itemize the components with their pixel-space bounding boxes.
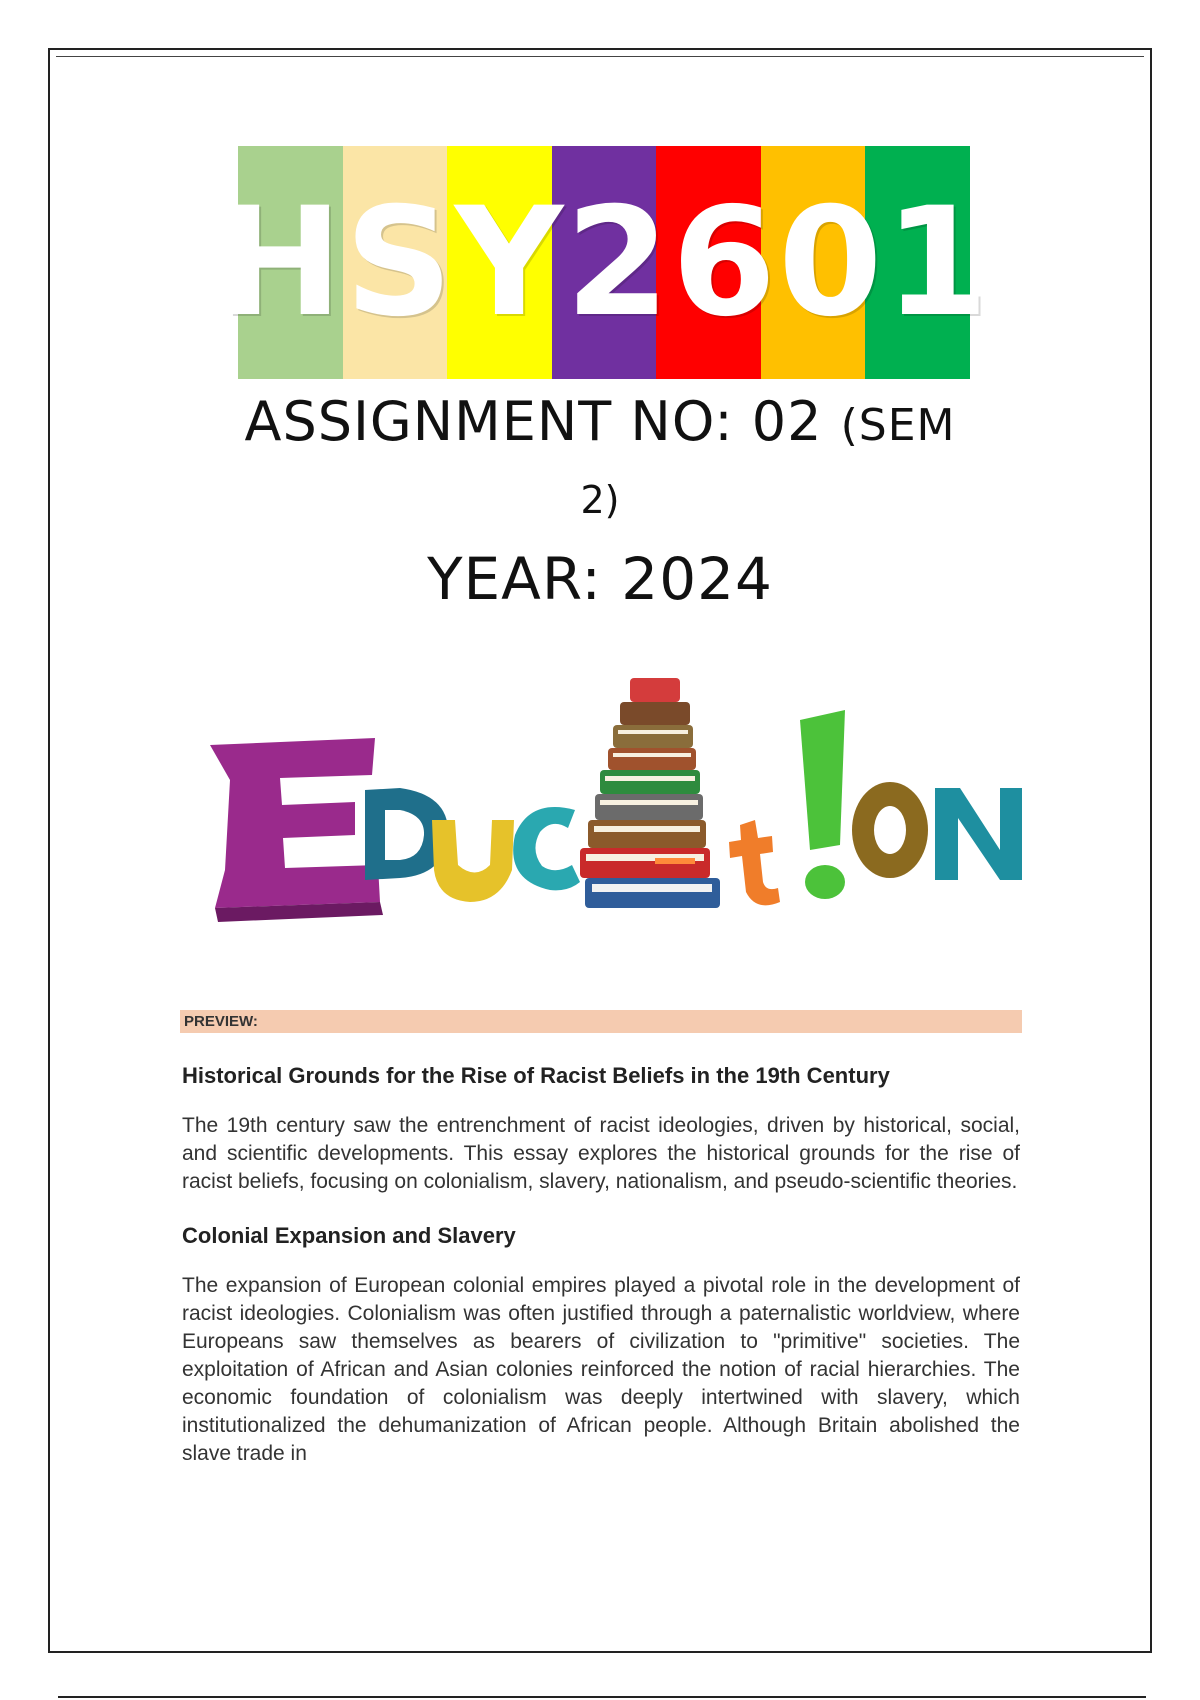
course-code: HSY2601 — [217, 175, 991, 350]
exclamation-art — [800, 710, 845, 899]
bottom-rule — [58, 1696, 1146, 1698]
preview-bar — [180, 1010, 1022, 1033]
letter-e-art — [210, 738, 383, 922]
book-stack-art — [580, 678, 720, 908]
year-title: YEAR: 2024 — [427, 545, 773, 613]
letter-t-art — [729, 820, 780, 905]
preview-label: PREVIEW: — [184, 1013, 258, 1030]
letter-n-art — [935, 788, 1022, 880]
document-body — [182, 1062, 1020, 1494]
letter-c-art — [513, 807, 580, 890]
section-heading: Historical Grounds for the Rise of Racist Beliefs in the 19th Century — [182, 1063, 890, 1088]
semester-open: (SEM — [840, 400, 956, 451]
education-books-art — [200, 670, 1070, 940]
section-heading: Colonial Expansion and Slavery — [182, 1223, 516, 1248]
assignment-number: ASSIGNMENT NO: 02 — [244, 390, 823, 453]
body-paragraph: The 19th century saw the entrenchment of racist ideologies, driven by historical, social, and scientific developments. This essay explores the historical grounds for the rise of racist beliefs, focusing on colonialism, slavery, nationalism, and pseudo-scientific theories. — [182, 1114, 1020, 1193]
page-border-inner-rule — [56, 56, 1144, 57]
assignment-title — [120, 390, 1080, 453]
body-paragraph: The expansion of European colonial empires played a pivotal role in the development of racist ideologies. Colonialism was often justified through a paternalistic worldview, where Europeans saw themselves as bearers of civilization to "primitive" societies. The exploitation of African and Asian colonies reinforced the notion of racial hierarchies. The economic foundation of colonialism was deeply intertwined with slavery, which institutionalized the dehumanization of African people. Although Britain abolished the slave trade in — [182, 1274, 1020, 1465]
letter-u-art — [432, 820, 514, 902]
semester-close: 2) — [580, 478, 620, 522]
